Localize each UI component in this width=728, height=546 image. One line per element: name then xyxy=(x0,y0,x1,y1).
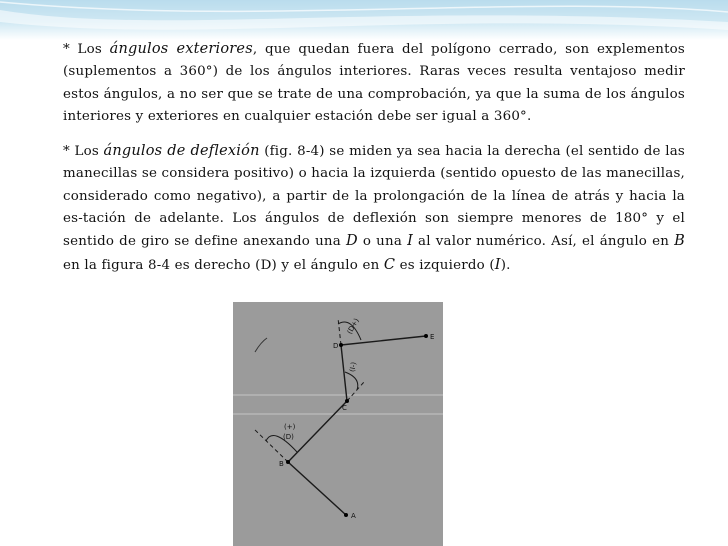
decorative-wave xyxy=(0,0,728,40)
label-b: B xyxy=(279,460,284,468)
letter-d: D xyxy=(345,233,358,250)
label-right: (D) xyxy=(283,433,294,441)
term-exterior-angles: ángulos exteriores xyxy=(109,41,253,57)
label-d: D xyxy=(333,342,339,350)
line-de xyxy=(341,336,426,345)
station-c xyxy=(345,399,349,403)
paragraph-body: ). xyxy=(500,257,511,273)
angle-arc-c xyxy=(345,372,358,390)
label-i-angle: (I-) xyxy=(348,361,358,373)
term-deflection-angles: ángulos de deflexión xyxy=(103,143,260,160)
line-bc xyxy=(288,401,347,462)
paragraph-deflection-angles xyxy=(63,140,685,277)
paragraph-body: al valor numérico. Así, el ángulo en xyxy=(413,234,675,250)
slide-content xyxy=(63,38,685,289)
label-a: A xyxy=(351,512,356,520)
paragraph-body: en la figura 8-4 es derecho (D) y el ángulo en xyxy=(63,257,384,273)
figure-8-4 xyxy=(233,302,443,546)
label-d-angle: (D+) xyxy=(345,316,361,336)
letter-b: B xyxy=(674,233,685,250)
station-b xyxy=(286,460,290,464)
label-c: C xyxy=(342,404,347,412)
paragraph-body: es izquierdo ( xyxy=(395,257,495,273)
paragraph-body: o una xyxy=(357,234,408,250)
line-cd xyxy=(341,345,347,401)
station-a xyxy=(344,513,348,517)
bullet-lead: * Los xyxy=(63,144,104,160)
label-plus: (+) xyxy=(284,423,296,431)
prolongation-cd xyxy=(338,318,341,345)
letter-i: I xyxy=(407,233,413,250)
header-banner xyxy=(0,0,728,40)
paragraph-body: (fig. 8-4) se miden ya sea hacia la derecha (el sentido de las manecillas se considera positivo) o hacia la izquierda (sentido opuesto de las manecillas, considerado como negativo), a partir de la prolongación de la línea de atrás y hacia la es-tación de adelante. Los ángulos de deflexión son siempre menores de 180° y el sentido de giro se define anexando una xyxy=(63,144,686,250)
line-ab xyxy=(288,462,346,515)
letter-i: I xyxy=(494,256,501,273)
letter-c: C xyxy=(383,256,396,273)
paragraph-body: , que quedan fuera del polígono cerrado, son explementos (suplementos a 360°) de los ángulos interiores. Raras veces resulta ventajoso medir estos ángulos, a no ser que se trate de una comprobación, ya que la suma de los ángulos interiores y exteriores en cualquier estación debe ser igual a 360°. xyxy=(63,42,685,124)
traverse-diagram xyxy=(233,302,443,546)
paragraph-exterior-angles xyxy=(63,38,685,128)
bullet-lead: * Los xyxy=(63,42,110,57)
station-e xyxy=(424,334,428,338)
prolongation-bc xyxy=(347,382,364,401)
label-e: E xyxy=(430,333,435,341)
station-d xyxy=(339,343,343,347)
